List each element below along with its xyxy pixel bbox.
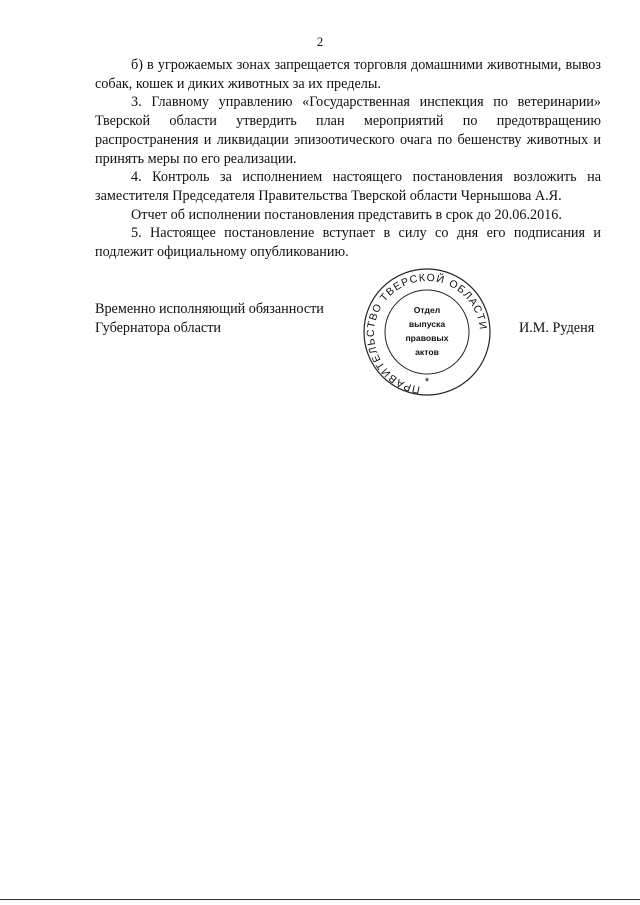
- stamp-center-line-4: актов: [415, 347, 439, 357]
- signer-title-line-2: Губернатора области: [95, 319, 221, 336]
- paragraph-effective-date: 5. Настоящее постановление вступает в силу со дня его подписания и подлежит официальному опубликованию.: [95, 225, 601, 261]
- paragraph-vet-inspection: 3. Главному управлению «Государственная инспекция по ветеринарии» Тверской области утвердить план мероприятий по предотвращению распространения и ликвидации эпизоотического очага по бешенству животных и принять меры по его реализации.: [95, 94, 601, 167]
- signer-title-line-1: Временно исполняющий обязанности: [95, 301, 324, 317]
- paragraph-trade-ban: б) в угрожаемых зонах запрещается торговля домашними животными, вывоз собак, кошек и диких животных за их пределы.: [95, 57, 601, 92]
- stamp-inner-ring: [385, 290, 469, 374]
- stamp-star: *: [424, 376, 430, 388]
- document-body: [95, 56, 601, 262]
- stamp-center-line-1: Отдел: [413, 305, 441, 315]
- signer-name: И.М. Руденя: [519, 320, 595, 336]
- paragraph-control: 4. Контроль за исполнением настоящего постановления возложить на заместителя Председателя Правительства Тверской области Чернышова А.Я.: [95, 169, 601, 204]
- stamp-center-line-2: выпуска: [408, 319, 446, 329]
- paragraph-report-deadline: Отчет об исполнении постановления представить в срок до 20.06.2016.: [131, 206, 562, 223]
- page-number: 2: [316, 34, 324, 49]
- stamp-ring-text: ПРАВИТЕЛЬСТВО ТВЕРСКОЙ ОБЛАСТИ: [364, 271, 489, 396]
- stamp-center-line-3: правовых: [405, 333, 449, 343]
- page-bottom-edge: [0, 899, 640, 900]
- official-stamp: [357, 267, 497, 397]
- signer-title: [95, 300, 324, 337]
